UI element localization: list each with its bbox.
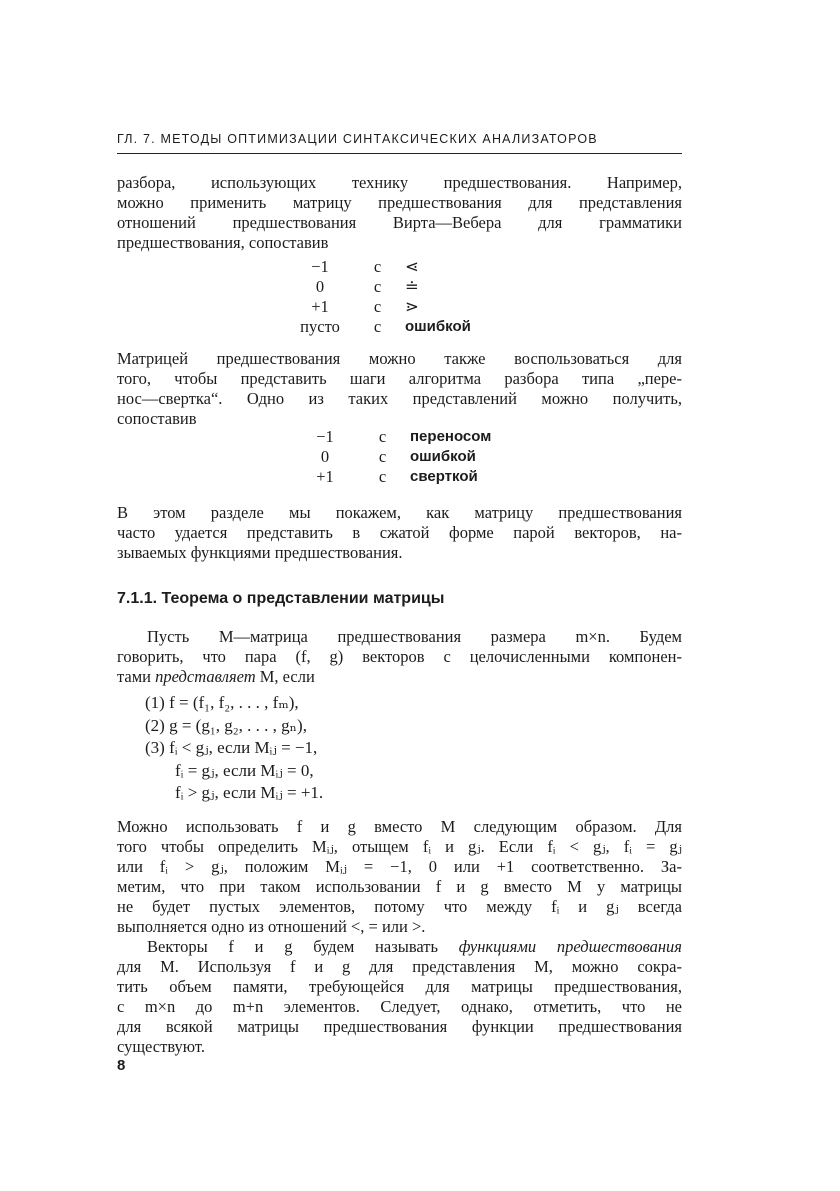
- text-line: [117, 667, 682, 687]
- running-head: ГЛ. 7. МЕТОДЫ ОПТИМИЗАЦИИ СИНТАКСИЧЕСКИХ АНАЛИЗАТОРОВ: [117, 132, 598, 146]
- text-line: Пусть M—матрица предшествования размера m×n. Будем: [147, 627, 682, 646]
- header-rule: [117, 153, 682, 154]
- text-line: отношений предшествования Вирта—Вебера для грамматики: [117, 213, 682, 232]
- text-line: или fᵢ > gⱼ, положим Mᵢⱼ = −1, 0 или +1 соответственно. За-: [117, 857, 682, 876]
- paragraph-section-intro: [117, 503, 682, 563]
- map-with: с: [378, 447, 387, 466]
- map-number: −1: [311, 257, 329, 276]
- parse-action-mapping-table: [295, 427, 491, 487]
- text-line: для M. Используя f и g для представления M, можно сокра-: [117, 957, 682, 976]
- text-run: M, если: [255, 667, 315, 686]
- page-number: 8: [117, 1057, 126, 1074]
- text-line: того, чтобы представить шаги алгоритма разбора типа „пере-: [117, 369, 682, 388]
- map-result: сверткой: [410, 468, 478, 485]
- table-row: [290, 257, 471, 277]
- paragraph-definition: [117, 627, 682, 687]
- text-run: тами: [117, 667, 156, 686]
- map-with: с: [373, 277, 382, 296]
- map-with: с: [373, 317, 382, 336]
- section-heading: 7.1.1. Теорема о представлении матрицы: [117, 590, 445, 607]
- map-result: ошибкой: [410, 448, 476, 465]
- paragraph-shift-reduce: [117, 349, 682, 429]
- table-row: [295, 447, 491, 467]
- table-row: [295, 427, 491, 447]
- condition-line: (1) f = (f₁, f₂, . . . , fₘ),: [145, 693, 299, 712]
- text-line: можно применить матрицу предшествования для представления: [117, 193, 682, 212]
- text-line: тить объем памяти, требующейся для матрицы предшествования,: [117, 977, 682, 996]
- map-result: ошибкой: [405, 318, 471, 335]
- map-with: с: [378, 467, 387, 486]
- text-line: разбора, использующих технику предшествования. Например,: [117, 173, 682, 192]
- text-line: не будет пустых элементов, потому что между fᵢ и gⱼ всегда: [117, 897, 682, 916]
- condition-line: fᵢ > gⱼ, если Mᵢⱼ = +1.: [175, 783, 324, 802]
- text-line: зываемых функциями предшествования.: [117, 543, 403, 562]
- conditions-list: [145, 692, 323, 805]
- map-number: 0: [315, 277, 325, 296]
- text-line: предшествования, сопоставив: [117, 233, 329, 252]
- paragraph-precedence-functions: [117, 937, 682, 1057]
- map-with: с: [373, 257, 382, 276]
- map-number: +1: [311, 297, 329, 316]
- map-result: ⋖: [405, 257, 419, 276]
- map-result: переносом: [410, 428, 492, 445]
- text-line: для всякой матрицы предшествования функции предшествования: [117, 1017, 682, 1036]
- paragraph-intro: [117, 173, 682, 253]
- text-line: говорить, что пара (f, g) векторов с целочисленными компонен-: [117, 647, 682, 666]
- table-row: [290, 297, 471, 317]
- emphasis-term: функциями предшествования: [458, 937, 682, 956]
- text-line: выполняется одно из отношений <, = или >.: [117, 917, 426, 936]
- text-line: Можно использовать f и g вместо M следующим образом. Для: [117, 817, 682, 836]
- text-line: с m×n до m+n элементов. Следует, однако, отметить, что не: [117, 997, 682, 1016]
- map-number: +1: [316, 467, 334, 486]
- condition-line: (2) g = (g₁, g₂, . . . , gₙ),: [145, 715, 307, 735]
- condition-line: (3) fᵢ < gⱼ, если Mᵢⱼ = −1,: [145, 738, 318, 757]
- text-line: сопоставив: [117, 409, 197, 428]
- text-line: метим, что при таком использовании f и g вместо M у матрицы: [117, 877, 682, 896]
- paragraph-usage: [117, 817, 682, 937]
- map-with: с: [373, 297, 382, 316]
- text-run: Векторы f и g будем называть: [147, 937, 459, 956]
- text-line: существуют.: [117, 1037, 206, 1056]
- map-with: с: [378, 427, 387, 446]
- table-row: [290, 277, 471, 297]
- table-row: [290, 317, 471, 337]
- text-line: часто удается представить в сжатой форме парой векторов, на-: [117, 523, 682, 542]
- text-line: [117, 937, 682, 957]
- text-line: В этом разделе мы покажем, как матрицу предшествования: [117, 503, 682, 522]
- table-row: [295, 467, 491, 487]
- condition-line: fᵢ = gⱼ, если Mᵢⱼ = 0,: [175, 760, 314, 780]
- precedence-mapping-table: [290, 257, 471, 337]
- text-line: того чтобы определить Mᵢⱼ, отыщем fᵢ и gⱼ. Если fᵢ < gⱼ, fᵢ = gⱼ: [117, 837, 682, 856]
- text-line: Матрицей предшествования можно также воспользоваться для: [117, 349, 682, 368]
- text-line: нос—свертка“. Одно из таких представлений можно получить,: [117, 389, 682, 408]
- map-number: пусто: [300, 317, 340, 336]
- map-number: 0: [320, 447, 330, 466]
- emphasis-term: представляет: [155, 667, 256, 686]
- map-result: ≐: [405, 277, 419, 296]
- map-number: −1: [316, 427, 334, 446]
- map-result: ⋗: [405, 297, 419, 316]
